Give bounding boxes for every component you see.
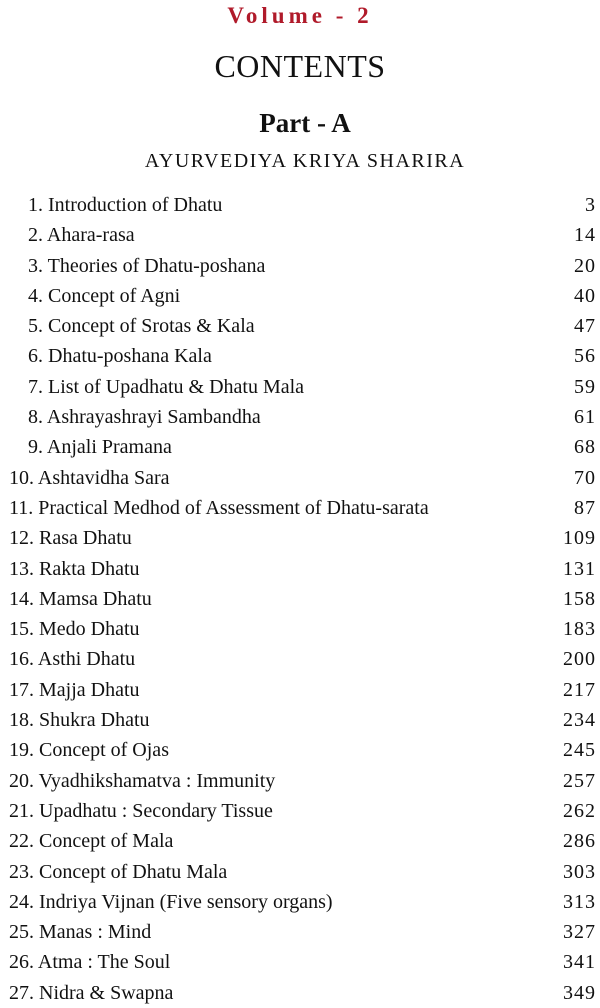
toc-entry [0, 220, 600, 250]
toc-entry [0, 251, 600, 281]
toc-entry [0, 281, 600, 311]
contents-heading: CONTENTS [214, 48, 386, 84]
toc-entry-title [9, 887, 333, 917]
toc-entry-page: 245 [563, 739, 596, 762]
toc-entry-title [9, 644, 135, 674]
toc-entry [0, 493, 600, 523]
toc-entry-page: 217 [563, 678, 596, 701]
toc-entry-text: Ashrayashrayi Sambandha [46, 406, 261, 429]
toc-entry-text: Vyadhikshamatva : Immunity [38, 769, 276, 792]
toc-entry-number: 3. [28, 254, 43, 277]
toc-entry-title [9, 523, 132, 553]
toc-entry-page: 158 [563, 587, 596, 610]
toc-entry-page: 303 [563, 860, 596, 883]
toc-entry-text: Rasa Dhatu [39, 527, 132, 550]
toc-entry-text: Ashtavidha Sara [37, 466, 170, 489]
toc-entry-page: 234 [563, 709, 596, 732]
toc-entry-number: 13. [9, 557, 34, 580]
toc-entry-title [28, 402, 261, 432]
toc-entry-text: Rakta Dhatu [39, 557, 140, 580]
toc-entry [0, 947, 600, 977]
toc-entry-title [9, 917, 151, 947]
toc-entry-number: 14. [9, 587, 34, 610]
toc-entry-page: 200 [563, 648, 596, 671]
toc-entry-text: Dhatu-poshana Kala [48, 345, 212, 368]
toc-entry-page: 87 [574, 496, 596, 519]
toc-entry-text: Shukra Dhatu [39, 709, 150, 732]
toc-entry [0, 311, 600, 341]
toc-entry-number: 9. [28, 436, 43, 459]
toc-entry-number: 15. [9, 618, 34, 641]
toc-entry [0, 917, 600, 947]
toc-entry [0, 190, 600, 220]
toc-entry-number: 12. [9, 527, 34, 550]
toc-entry-title [9, 493, 429, 523]
toc-entry-title [28, 190, 222, 220]
toc-entry [0, 341, 600, 371]
toc-entry [0, 735, 600, 765]
toc-entry-text: Atma : The Soul [37, 951, 171, 974]
toc-entry-title [28, 311, 255, 341]
toc-entry-text: List of Upadhatu & Dhatu Mala [48, 375, 305, 398]
toc-entry-number: 19. [9, 739, 34, 762]
toc-entry-text: Anjali Pramana [46, 436, 172, 459]
toc-entry-text: Concept of Dhatu Mala [39, 860, 228, 883]
toc-entry-number: 10. [9, 466, 34, 489]
toc-entry-text: Concept of Agni [48, 284, 181, 307]
toc-entry-title [9, 705, 150, 735]
toc-entry-number: 4. [28, 284, 43, 307]
toc-entry-text: Nidra & Swapna [39, 981, 174, 1004]
toc-entry-page: 3 [585, 194, 596, 216]
toc-entry-text: Majja Dhatu [39, 678, 140, 701]
toc-entry [0, 857, 600, 887]
toc-entry-number: 18. [9, 709, 34, 732]
toc-entry-number: 23. [9, 860, 34, 883]
toc-entry-page: 70 [574, 466, 596, 489]
toc-entry-page: 341 [563, 951, 596, 974]
toc-entry [0, 826, 600, 856]
toc-entry [0, 796, 600, 826]
toc-entry-number: 5. [28, 315, 43, 338]
toc-entry-page: 47 [574, 315, 596, 338]
toc-entry-title [9, 735, 169, 765]
toc-entry-title [9, 826, 173, 856]
toc-entry-number: 22. [9, 830, 34, 853]
toc-entry-page: 14 [574, 224, 596, 247]
toc-entry-number: 1. [28, 194, 43, 216]
toc-entry [0, 402, 600, 432]
toc-entry-title [28, 251, 265, 281]
toc-entry-title [9, 766, 275, 796]
toc-entry-number: 26. [9, 951, 34, 974]
toc-entry-number: 16. [9, 648, 34, 671]
toc-entry-number: 11. [9, 496, 34, 519]
toc-entry-page: 131 [563, 557, 596, 580]
toc-entry-number: 17. [9, 678, 34, 701]
toc-entry-number: 25. [9, 921, 34, 944]
toc-entry-text: Medo Dhatu [39, 618, 140, 641]
toc-entry-page: 262 [563, 799, 596, 822]
toc-entry-page: 349 [563, 981, 596, 1004]
toc-entry-page: 286 [563, 830, 596, 853]
toc-entry-text: Theories of Dhatu-poshana [47, 254, 266, 277]
part-subtitle: AYURVEDIYA KRIYA SHARIRA [144, 150, 466, 172]
toc-entry-page: 257 [563, 769, 596, 792]
toc-entry-page: 59 [574, 375, 596, 398]
toc-entry-title [9, 614, 140, 644]
toc-entry-title [28, 220, 135, 250]
toc-entry-page: 109 [563, 527, 596, 550]
toc-entry-text: Concept of Mala [39, 830, 174, 853]
toc-entry [0, 675, 600, 705]
toc-entry [0, 705, 600, 735]
toc-entry [0, 584, 600, 614]
toc-entry [0, 463, 600, 493]
toc-entry-number: 7. [28, 375, 43, 398]
toc-entry [0, 978, 600, 1008]
toc-entry-page: 56 [574, 345, 596, 368]
toc-entry-page: 183 [563, 618, 596, 641]
toc-entry [0, 766, 600, 796]
toc-entry-text: Ahara-rasa [46, 224, 135, 247]
toc-entry-title [28, 432, 172, 462]
toc-entry-title [9, 463, 170, 493]
toc-entry-number: 2. [28, 224, 43, 247]
volume-heading: Volume - 2 [227, 3, 373, 28]
toc-entry-page: 20 [574, 254, 596, 277]
toc-entry-page: 68 [574, 436, 596, 459]
toc-entry-number: 21. [9, 799, 34, 822]
toc-entry-number: 20. [9, 769, 34, 792]
toc-entry-title [9, 857, 227, 887]
toc-entry [0, 614, 600, 644]
toc-entry-page: 327 [563, 921, 596, 944]
toc-entry-title [9, 796, 273, 826]
toc-entry-title [28, 281, 180, 311]
toc-entry-text: Indriya Vijnan (Five sensory organs) [39, 890, 333, 913]
toc-entry-title [9, 978, 173, 1008]
toc-entry-text: Upadhatu : Secondary Tissue [39, 799, 273, 822]
toc-entry-text: Asthi Dhatu [37, 648, 136, 671]
toc-entry-title [9, 554, 140, 584]
part-heading: Part - A [259, 108, 351, 138]
toc-entry-text: Concept of Srotas & Kala [48, 315, 255, 338]
toc-entry-number: 8. [28, 406, 43, 429]
toc-entry [0, 644, 600, 674]
toc-entry-number: 27. [9, 981, 34, 1004]
toc-entry-title [28, 372, 304, 402]
toc-entry-text: Mamsa Dhatu [39, 587, 152, 610]
toc-entry-number: 24. [9, 890, 34, 913]
toc-entry [0, 554, 600, 584]
toc-entry [0, 432, 600, 462]
toc-entry-title [9, 584, 152, 614]
toc-entry [0, 372, 600, 402]
toc-entry [0, 887, 600, 917]
toc-entry-text: Concept of Ojas [39, 739, 169, 762]
toc-entry-text: Introduction of Dhatu [48, 194, 223, 216]
toc-entry-text: Practical Medhod of Assessment of Dhatu-sarata [38, 496, 429, 519]
toc-entry-page: 40 [574, 284, 596, 307]
toc-entry-page: 313 [563, 890, 596, 913]
toc-entry-title [28, 341, 212, 371]
toc-entry-title [9, 947, 170, 977]
toc-entry-page: 61 [574, 406, 596, 429]
toc-entry [0, 523, 600, 553]
toc-entry-number: 6. [28, 345, 43, 368]
table-of-contents [0, 190, 600, 1008]
toc-entry-title [9, 675, 140, 705]
toc-entry-text: Manas : Mind [39, 921, 152, 944]
